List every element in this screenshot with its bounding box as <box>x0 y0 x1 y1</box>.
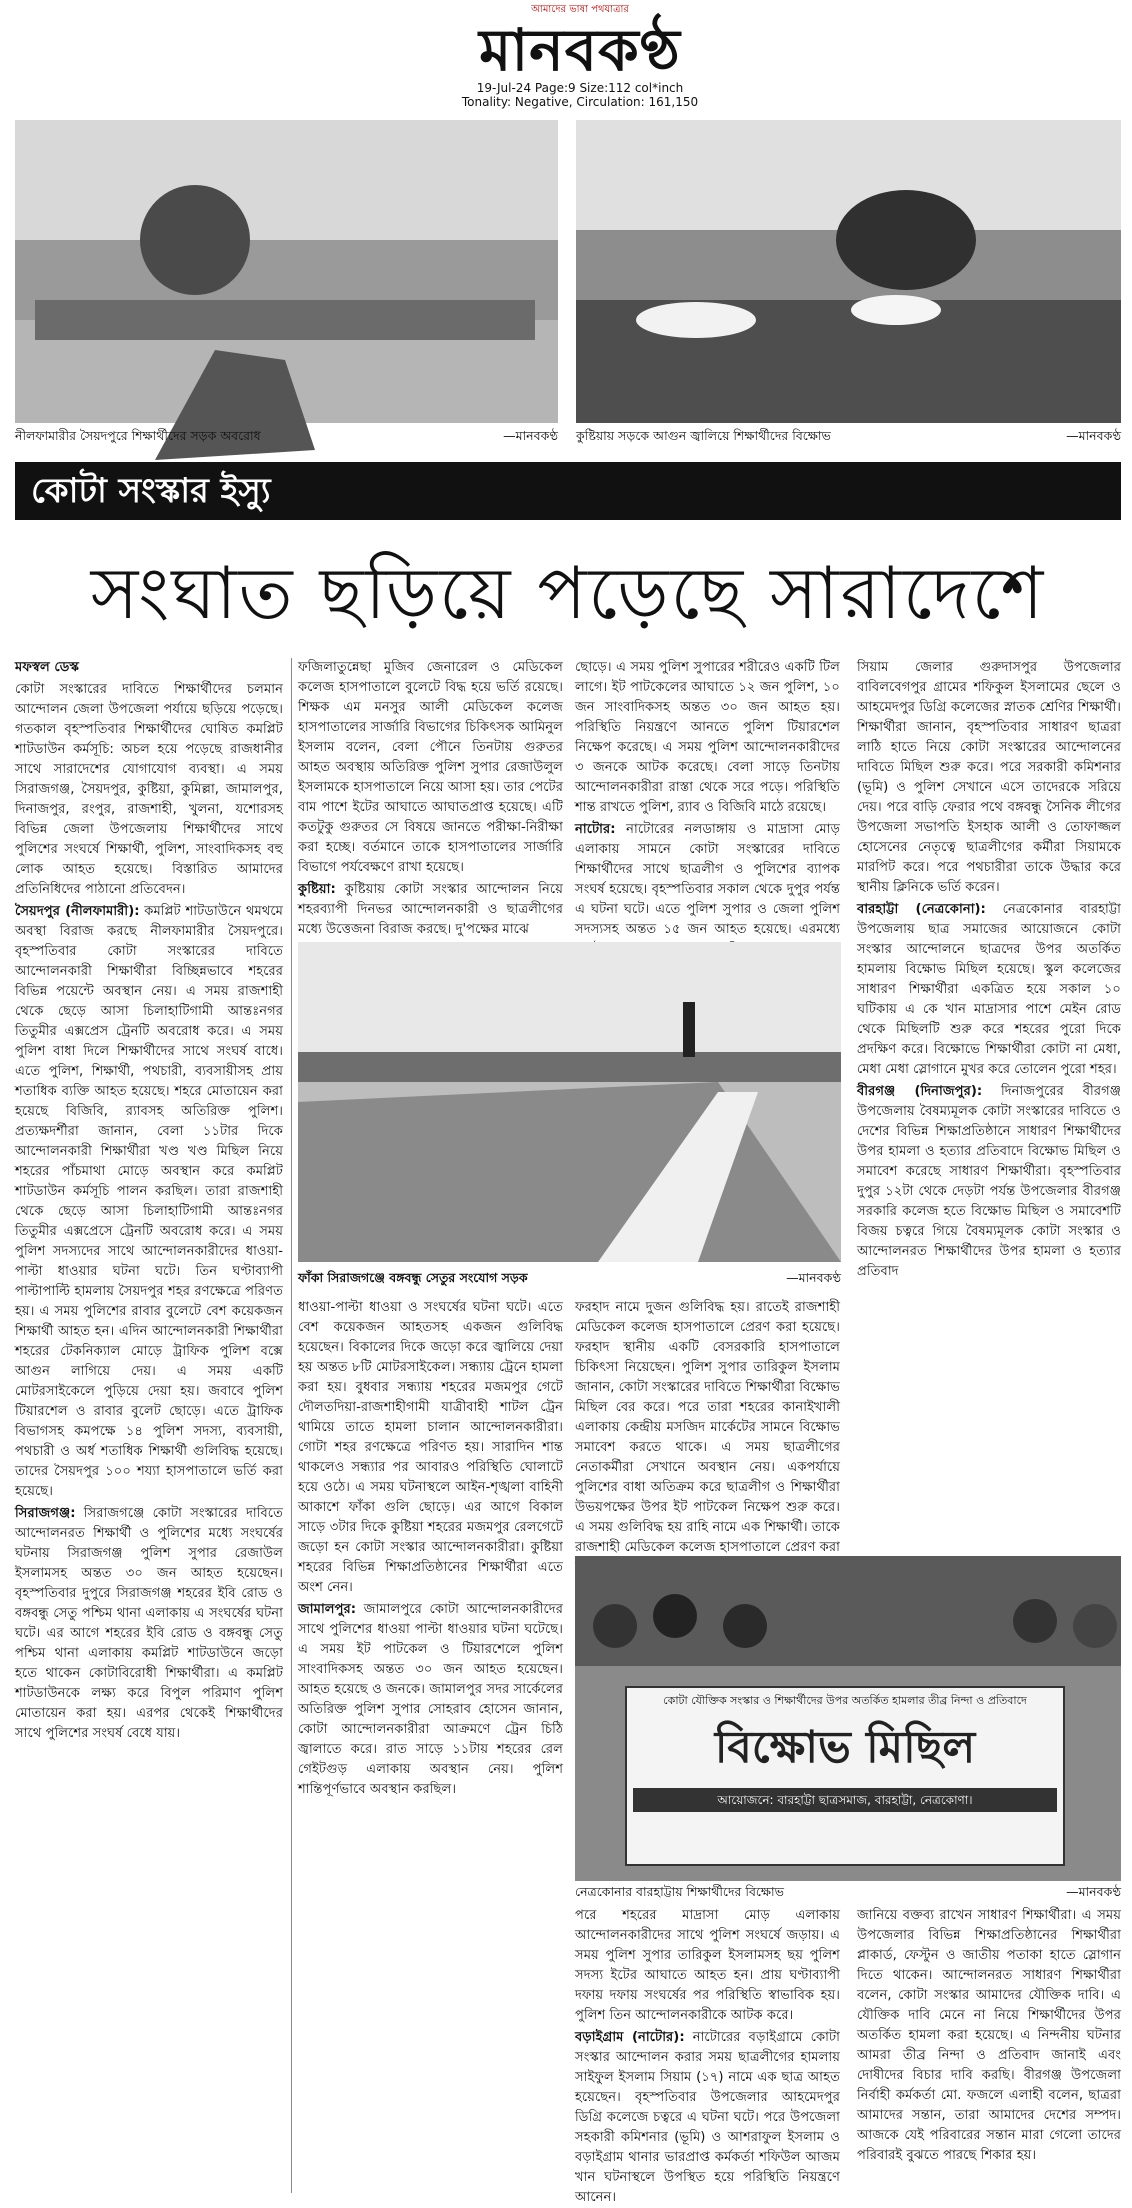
c3-paragraph-4: পরে শহরের মাদ্রাসা মোড় এলাকায় আন্দোলনকারীদের সাথে পুলিশ সংঘর্ষে জড়ায়। এ সময় পুলিশ সুপার তারিকুল ইসলামসহ ছয় পুলিশ সদস্য ইটের আঘাতে আহত হন। প্রায় ঘণ্টাব্যাপী দফায় দফায় সংঘর্ষের পর পরিস্থিতি স্বাভাবিক হয়। পুলিশ তিন আন্দোলনকারীকে আটক করে। <box>575 1908 840 2023</box>
baraigram-text: নাটোরের বড়াইগ্রামে কোটা সংস্কার আন্দোলন করার সময় ছাত্রলীগের হামলায় সাইফুল ইসলাম সিয়াম (১৭) নামে এক ছাত্র আহত হয়েছেন। বৃহস্পতিবার উপজেলার আহমেদপুর ডিগ্রি কলেজে চত্বরে এ ঘটনা ঘটে। পরে উপজেলা সহকারী কমিশনার (ভূমি) ও আশরাফুল ইসলাম ও বড়াইগ্রাম থানার ভারপ্রাপ্ত কর্মকর্তা শফিউল আজম খান ঘটনাস্থলে উপস্থিত হয়ে পরিস্থিতি নিয়ন্ত্রণে আনেন। <box>575 2030 841 2205</box>
baraigram-dateline: বড়াইগ্রাম (নাটোর): <box>575 2030 685 2045</box>
photo-barhatta-protest <box>575 1556 1121 1881</box>
column-4-bottom <box>857 1906 1121 2193</box>
photo-middle-caption: ফাঁকা সিরাজগঞ্জে বঙ্গবন্ধু সেতুর সংযোগ সড়ক <box>298 1270 528 1285</box>
kushtia-dateline: কুষ্টিয়া: <box>298 882 336 897</box>
column-3-middle <box>575 1298 840 1555</box>
column-2-bottom <box>298 1298 563 2193</box>
photo-kushtia-image <box>576 120 1121 423</box>
jamalpur-text: জামালপুরে কোটা আন্দোলনকারীদের সাথে পুলিশের ধাওয়া পাল্টা ধাওয়ার ঘটনা ঘটেছে। এ সময় ইট পাটকেল ও টিয়ারশেলে পুলিশ সাংবাদিকসহ অন্তত ৩০ জন আহত হয়েছেন। আহত হয়েছে ও জনকে। জামালপুর সদর সার্কেলের অতিরিক্ত পুলিশ সুপার সোহরাব হোসেন জানান, কোটা আন্দোলনকারীরা আক্রমণে ট্রেন চিঠি জ্বালাতে করে। রাত সাড়ে ১১টায় শহরের রেল গেইটগুড় এলাকায় অবস্থান নেয়। পুলিশ শান্তিপূর্ণভাবে অবস্থান করছিল। <box>298 1602 563 1797</box>
column-3-top <box>575 658 840 936</box>
clip-meta-line2: Tonality: Negative, Circulation: 161,150 <box>461 95 699 109</box>
birganj-text: দিনাজপুরের বীরগঞ্জ উপজেলায় বৈষম্যমূলক কোটা সংস্কারের দাবিতে ও দেশের বিভিন্ন শিক্ষাপ্রতিষ্ঠানে সাধারণ শিক্ষার্থীদের উপর হামলা ও হত্যার প্রতিবাদে বিক্ষোভ মিছিল ও সমাবেশ করেছে সাধারণ শিক্ষার্থীরা। বৃহস্পতিবার দুপুর ১২টা থেকে দেড়টা পর্যন্ত উপজেলার বীরগঞ্জ সরকারি কলেজ হতে বিক্ষোভ মিছিল ও সমাবেশটি বিজয় চত্বরে গিয়ে বৈষম্যমূলক কোটা সংস্কার ও আন্দোলনরত শিক্ষার্থীদের উপর হামলা ও হত্যার প্রতিবাদ <box>857 1084 1121 1279</box>
c2-paragraph-3: ধাওয়া-পাল্টা ধাওয়া ও সংঘর্ষের ঘটনা ঘটে। এতে বেশ কয়েকজন আহতসহ একজন গুলিবিদ্ধ হয়েছেন। বিকালের দিকে জড়ো করে জ্বালিয়ে দেয়া হয় অন্তত ৮টি মোটরসাইকেল। সন্ধ্যায় ট্রেনে হামলা করা হয়। বুধবার সন্ধ্যায় শহরের মজমপুর গেটে দৌলতদিয়া-রাজশাহীগামী যাত্রীবাহী শাটল ট্রেন থামিয়ে তাতে হামলা চালান আন্দোলনকারীরা। গোটা শহর রণক্ষেত্রে পরিণত হয়। সারাদিন শান্ত থাকলেও সন্ধ্যার পর আবারও পরিস্থিতি ঘোলাটে হয়ে ওঠে। এ সময় ঘটনাস্থলে আইন-শৃঙ্খলা বাহিনী আকাশে ফাঁকা গুলি ছোড়ে। এর আগে বিকাল সাড়ে ৩টার দিকে কুষ্টিয়া শহরের মজমপুর রেলগেটে জড়ো হন কোটা সংস্কার আন্দোলনকারীরা। কুষ্টিয়া শহরের বিভিন্ন শিক্ষাপ্রতিষ্ঠানের শিক্ষার্থীরা এতে অংশ নেন। <box>298 1300 563 1595</box>
jamalpur-dateline: জামালপুর: <box>298 1602 357 1617</box>
protest-banner <box>625 1686 1065 1866</box>
baraigram-paragraph <box>575 2028 840 2208</box>
photo-bottom-caption: নেত্রকোনার বারহাট্টায় শিক্ষার্থীদের বিক্ষোভ <box>575 1884 784 1899</box>
kushtia-paragraph <box>298 880 563 940</box>
photo-right-caption-row <box>576 428 1121 444</box>
headline: সংঘাত ছড়িয়ে পড়েছে সারাদেশে <box>90 551 1046 635</box>
sirajganj-text: সিরাজগঞ্জে কোটা সংস্কারের দাবিতে আন্দোলনরত শিক্ষার্থী ও পুলিশের মধ্যে সংঘর্ষের ঘটনায় সিরাজগঞ্জ পুলিশ সুপার রেজাউল ইসলামসহ অন্তত ৩০ জন আহত হয়েছেন। বৃহস্পতিবার দুপুরে সিরাজগঞ্জ শহরের ইবি রোড ও বঙ্গবন্ধু সেতু পশ্চিম থানা এলাকায় এ সংঘর্ষের ঘটনা ঘটে। এর আগে শহরের ইবি রোড ও বঙ্গবন্ধু সেতু পশ্চিম থানা এলাকায় কমপ্লিট শাটডাউনে জড়ো হতে থাকেন কোটাবিরোধী শিক্ষার্থীরা। এ কমপ্লিট শাটডাউনকে লক্ষ্য করে বিপুল পরিমাণ পুলিশ মোতায়েন করা হয়। এরপর থেকেই শিক্ষার্থীদের সাথে পুলিশের সংঘর্ষ বেধে যায়। <box>15 1506 283 1741</box>
photo-right-credit: —মানবকণ্ঠ <box>1066 428 1121 443</box>
c4-paragraph-1: সিয়াম জেলার গুরুদাসপুর উপজেলার বাবিলবেগপুর গ্রামের শফিকুল ইসলামের ছেলে ও আহমেদপুর ডিগ্রি কলেজের স্নাতক শ্রেণির শিক্ষার্থী। শিক্ষার্থীরা জানান, বৃহস্পতিবার সাধারণ ছাত্ররা লাঠি হাতে নিয়ে কোটা সংস্কারের আন্দোলনের দাবিতে মিছিল শুরু করে। পরে সরকারী কমিশনার (ভূমি) ও পুলিশ সেখানে এসে তাদেরকে সরিয়ে দেয়। পরে বাড়ি ফেরার পথে বঙ্গবন্ধু সৈনিক লীগের উপজেলা সভাপতি ইসহাক আলী ও তোফাজ্জল হোসেনের নেতৃত্বে ছাত্রলীগের কর্মীরা সিয়ামকে মারপিট করে। পরে পথচারীরা তাকে উদ্ধার করে স্থানীয় ক্লিনিকে ভর্তি করেন। <box>857 660 1121 895</box>
c4-paragraph-4: জানিয়ে বক্তব্য রাখেন সাধারণ শিক্ষার্থীরা। এ সময় উপজেলার বিভিন্ন শিক্ষাপ্রতিষ্ঠানের শিক্ষার্থীরা প্লাকার্ড, ফেস্টুন ও জাতীয় পতাকা হাতে স্লোগান দিতে থাকেন। আন্দোলনরত সাধারণ শিক্ষার্থীরা বলেন, কোটা সংস্কার আমাদের যৌক্তিক দাবি। এ যৌক্তিক দাবি মেনে না নিয়ে শিক্ষার্থীদের উপর অতর্কিত হামলা করা হয়েছে। এ নিন্দনীয় ঘটনার আমরা তীব্র নিন্দা ও প্রতিবাদ জানাই এবং দোষীদের বিচার দাবি করছি। বীরগঞ্জ উপজেলা নির্বাহী কর্মকর্তা মো. ফজলে এলাহী বলেন, ছাত্ররা আমাদের সন্তান, তারা আমাদের দেশের সম্পদ। আজকে যেই পরিবারের সন্তান মারা গেলো তাদের পরিবারই বুঝতে পারছে শিকার হয়। <box>857 1908 1121 2163</box>
saidpur-dateline: সৈয়দপুর (নীলফামারী): <box>15 904 140 919</box>
photo-saidpur-image <box>15 120 558 423</box>
birganj-dateline: বীরগঞ্জ (দিনাজপুর): <box>857 1084 983 1099</box>
photo-left-credit: —মানবকণ্ঠ <box>503 428 558 443</box>
saidpur-paragraph <box>15 902 283 1502</box>
photo-left-caption-row <box>15 428 558 444</box>
column-1 <box>15 658 283 2193</box>
photo-bridge-road-image <box>298 942 841 1262</box>
section-banner: কোটা সংস্কার ইস্যু <box>15 462 1121 520</box>
column-divider <box>291 658 292 2193</box>
newspaper-logo: মানবকণ্ঠ <box>479 16 681 84</box>
protest-banner-top-text: কোটা যৌক্তিক সংস্কার ও শিক্ষার্থীদের উপর অতর্কিত হামলার তীব্র নিন্দা ও প্রতিবাদে <box>663 1694 1027 1707</box>
photo-middle-credit: —মানবকণ্ঠ <box>786 1270 841 1285</box>
photo-middle-caption-row <box>298 1270 841 1286</box>
column-4 <box>857 658 1121 1550</box>
barhatta-dateline: বারহাট্টা (নেত্রকোনা): <box>857 902 986 917</box>
photo-kushtia-fire <box>576 120 1121 423</box>
masthead-tagline: আমাদের ভাষা পথযাত্রার <box>531 4 629 15</box>
birganj-paragraph <box>857 1082 1121 1282</box>
photo-saidpur-blockade <box>15 120 558 423</box>
kushtia-text: কুষ্টিয়ায় কোটা সংস্কার আন্দোলন নিয়ে শহরব্যাপী দিনভর আন্দোলনকারী ও ছাত্রলীগের মধ্যে উত্তেজনা বিরাজ করছে। দু'পক্ষের মাঝে <box>298 882 563 937</box>
photo-right-caption: কুষ্টিয়ায় সড়কে আগুন জ্বালিয়ে শিক্ষার্থীদের বিক্ষোভ <box>576 428 831 443</box>
c3-paragraph-1: ছোড়ে। এ সময় পুলিশ সুপারের শরীরেও একটি টিল লাগে। ইট পাটকেলের আঘাতে ১২ জন পুলিশ, ১০ জন সাংবাদিকসহ অন্তত ৩০ জন আহত হয়। পরিস্থিতি নিয়ন্ত্রণে আনতে পুলিশ টিয়ারশেল নিক্ষেপ করেছে। এ সময় পুলিশ আন্দোলনকারীদের ৩ জনকে আটক করেছে। বেলা সাড়ে তিনটায় আন্দোলনকারীরা রাস্তা থেকে সরে পড়ে। পরিস্থিতি শান্ত রাখতে পুলিশ, র‍্যাব ও বিজিবি মাঠে রয়েছে। <box>575 660 840 815</box>
protest-banner-main-text: বিক্ষোভ মিছিল <box>714 1722 976 1773</box>
intro-paragraph: কোটা সংস্কারের দাবিতে শিক্ষার্থীদের চলমান আন্দোলন জেলা উপজেলা পর্যায়ে ছড়িয়ে পড়েছে। গতকাল বৃহস্পতিবার শিক্ষার্থীদের ঘোষিত কমপ্লিট শাটডাউন কর্মসূচি: অচল হয়ে পড়েছে রাজধানীর সাথে সারাদেশের যোগাযোগ ব্যবস্থা। এ সময় সিরাজগঞ্জ, সৈয়দপুর, কুষ্টিয়া, কুমিল্লা, জামালপুর, দিনাজপুর, রংপুর, রাজশাহী, খুলনা, যশোরসহ বিভিন্ন জেলা উপজেলায় শিক্ষার্থীদের সাথে পুলিশের সংঘর্ষে শিক্ষার্থী, পুলিশ, সাংবাদিকসহ বহু লোক আহত হয়েছে। বিস্তারিত আমাদের প্রতিনিধিদের পাঠানো প্রতিবেদন। <box>15 682 283 897</box>
c3-paragraph-3: ফরহাদ নামে দুজন গুলিবিদ্ধ হয়। রাতেই রাজশাহী মেডিকেল কলেজ হাসপাতালে প্রেরণ করা হয়েছে। ফরহাদ স্থানীয় একটি বেসরকারি হাসপাতালে চিকিৎসা নিয়েছেন। পুলিশ সুপার তারিকুল ইসলাম জানান, কোটা সংস্কারের দাবিতে শিক্ষার্থীরা বিক্ষোভ মিছিল বের করে। পরে তারা শহরের কানাইখালী এলাকায় কেন্দ্রীয় মসজিদ মার্কেটের সামনে বিক্ষোভ সমাবেশ করতে থাকে। এ সময় ছাত্রলীগের নেতাকর্মীরা সেখানে অবস্থান নেয়। একপর্যায়ে পুলিশের বাধা অতিক্রম করে ছাত্রলীগ ও শিক্ষার্থীরা উভয়পক্ষের উপর ইট পাটকেল নিক্ষেপ শুরু করে। এ সময় গুলিবিদ্ধ হয় রাহি নামে এক শিক্ষার্থী। তাকে রাজশাহী মেডিকেল কলেজ হাসপাতালে প্রেরণ করা <box>575 1300 840 1555</box>
natore-text: নাটোরের নলডাঙ্গায় ও মাদ্রাসা মোড় এলাকায় সামনে কোটা সংস্কারের দাবিতে শিক্ষার্থীদের সাথে ছাত্রলীগ ও পুলিশের ব্যাপক সংঘর্ষ হয়েছে। বৃহস্পতিবার সকাল থেকে দুপুর পর্যন্ত এ ঘটনা ঘটে। এতে পুলিশ সুপার ও জেলা পুলিশ সদস্যসহ অন্তত ১৫ জন আহত হয়েছে। এরমধ্যে <box>575 822 840 937</box>
column-3-bottom <box>575 1906 841 2205</box>
photo-bottom-credit: —মানবকণ্ঠ <box>1066 1884 1121 1899</box>
sirajganj-dateline: সিরাজগঞ্জ: <box>15 1506 76 1521</box>
photo-sirajganj-bridge-road <box>298 942 841 1262</box>
photo-bottom-caption-row <box>575 1884 1121 1900</box>
c2-paragraph-1: ফজিলাতুন্নেছা মুজিব জেনারেল ও মেডিকেল কলেজ হাসপাতালে বুলেটে বিদ্ধ হয়ে ভর্তি রয়েছে। শিক্ষক এম মনসুর আলী মেডিকেল কলেজ হাসপাতালের সার্জারি বিভাগের চিকিৎসক আমিনুল ইসলাম বলেন, বেলা পৌনে তিনটায় গুরুতর আহত অবস্থায় অতিরিক্ত পুলিশ সুপার রেজাউলুল ইসলামকে হাসপাতালে নিয়ে আসা হয়। তার পেটের বাম পাশে ইটের আঘাতে আঘাতপ্রাপ্ত হয়েছে। এটি কতটুকু গুরুতর সে বিষয়ে জানতে পরীক্ষা-নিরীক্ষা করা হচ্ছে। বর্তমানে তাকে হাসপাতালের সার্জারি বিভাগে পর্যবেক্ষণে রাখা হয়েছে। <box>298 660 563 875</box>
byline: মফস্বল ডেস্ক <box>15 660 79 675</box>
jamalpur-paragraph <box>298 1600 563 1800</box>
photo-left-caption: নীলফামারীর সৈয়দপুরে শিক্ষার্থীদের সড়ক অবরোধ <box>15 428 261 443</box>
column-2-top <box>298 658 563 936</box>
natore-dateline: নাটোর: <box>575 822 616 837</box>
saidpur-text: কমপ্লিট শাটডাউনে থমথমে অবস্থা বিরাজ করছে নীলফামারীর সৈয়দপুরে। বৃহস্পতিবার কোটা সংস্কারের দাবিতে আন্দোলনকারী শিক্ষার্থীরা বিচ্ছিন্নভাবে শহরের বিভিন্ন পয়েন্টে অবস্থান নেয়। এ সময় রাজশাহী থেকে ছেড়ে আসা চিলাহাটিগামী আন্তঃনগর তিতুমীর এক্সপ্রেস ট্রেনটি অবরোধ করে। এ সময় পুলিশ বাধা দিলে শিক্ষার্থীদের সাথে সংঘর্ষ বাধে। এতে পুলিশ, শিক্ষার্থী, পথচারী, ব্যবসায়ীসহ প্রায় শতাধিক ব্যক্তি আহত হয়েছে। শহরে মোতায়েন করা হয়েছে বিজিবি, র‍্যাবসহ অতিরিক্ত পুলিশ। প্রত্যক্ষদর্শীরা জানান, বেলা ১১টার দিকে আন্দোলনকারী শিক্ষার্থীরা খণ্ড খণ্ড মিছিল নিয়ে শহরের পাঁচমাথা মোড়ে অবস্থান করে কমপ্লিট শাটডাউন কর্মসূচি পালন করছিল। তারা রাজশাহী থেকে ছেড়ে আসা চিলাহাটিগামী আন্তঃনগর তিতুমীর এক্সপ্রেসে ট্রেনটি অবরোধ করে। এ সময় পুলিশ সদস্যদের সাথে আন্দোলনকারীদের ধাওয়া-পাল্টা ধাওয়ার ঘটনা ঘটে। তিন ঘণ্টাব্যাপী পাল্টাপাল্টি হামলায় সৈয়দপুর শহর রণক্ষেত্রে পরিণত হয়। এ সময় পুলিশের রাবার বুলেটে বেশ কয়েকজন শিক্ষার্থী আহত হন। এদিন আন্দোলনকারী শিক্ষার্থীরা শহরের টেকনিক্যাল মোড়ে ট্রাফিক পুলিশ বক্সে আগুন লাগিয়ে দেয়। এ সময় একটি মোটরসাইকেলে পুড়িয়ে দেয়া হয়। জবাবে পুলিশ টিয়ারশেল ও রাবার বুলেট ছোড়ে। এতে ট্রাফিক বিভাগসহ কমপক্ষে ১৪ পুলিশ সদস্য, ব্যবসায়ী, পথচারী ও অর্ধ শতাধিক শিক্ষার্থী গুলিবিদ্ধ হয়েছে। তাদের সৈয়দপুর ১০০ শয্যা হাসপাতালে ভর্তি করা হয়েছে। <box>15 904 283 1499</box>
natore-paragraph <box>575 820 840 960</box>
protest-banner-bottom-text: আয়োজনে: বারহাট্টা ছাত্রসমাজ, বারহাট্টা, নেত্রকোণা। <box>633 1788 1057 1812</box>
sirajganj-paragraph <box>15 1504 283 1744</box>
masthead <box>380 0 780 109</box>
clip-meta-line1: 19-Jul-24 Page:9 Size:112 col*inch <box>476 81 684 95</box>
barhatta-paragraph <box>857 900 1121 1080</box>
barhatta-text: নেত্রকোনার বারহাট্টা উপজেলায় ছাত্র সমাজের আয়োজনে কোটা সংস্কার আন্দোলনে ছাত্রদের উপর অতর্কিত হামলায় বিক্ষোভ মিছিল হয়েছে। স্কুল কলেজের সাধারণ শিক্ষার্থীরা একত্রিত হয়ে সকাল ১০ ঘটিকায় এ কে খান মাদ্রাসার পাশে মেইন রোড থেকে মিছিলটি শুরু করে শহরের পুরো দিকে প্রদক্ষিণ করে। বিক্ষোভে শিক্ষার্থীরা কোটা না মেধা, মেধা মেধা স্লোগানে মুখর করে তোলেন পুরো শহর। <box>857 902 1122 1077</box>
